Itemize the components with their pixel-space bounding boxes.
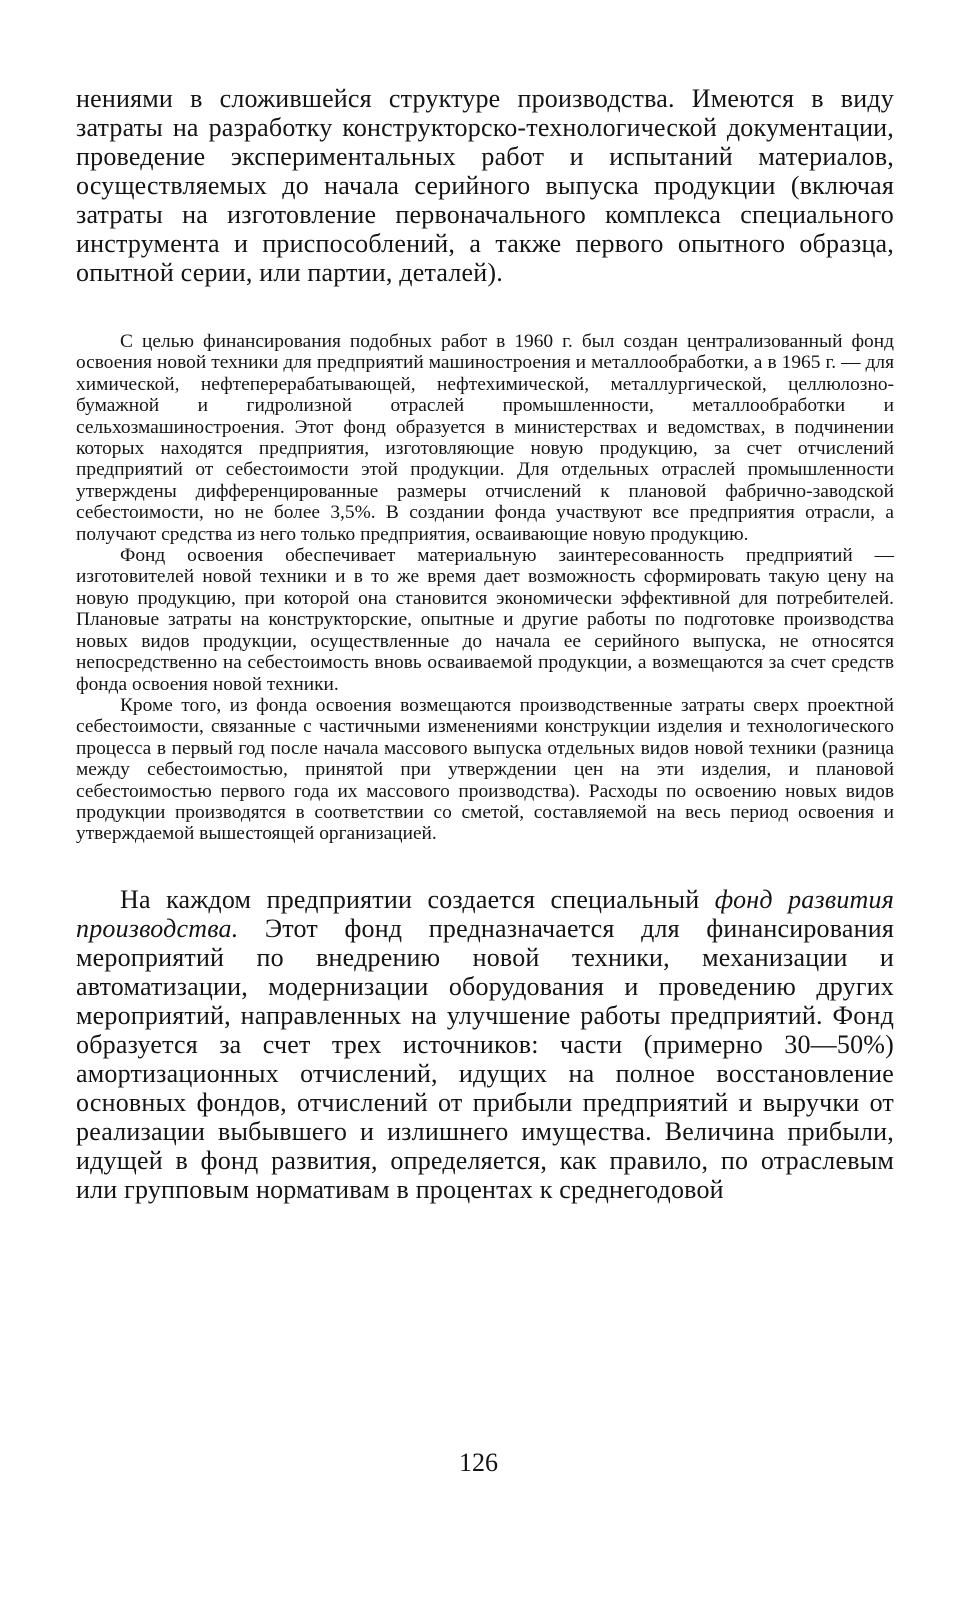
- small-paragraph-fund-reimbursement: Кроме того, из фонда освоения возмещаются производственные затраты сверх проектной себестоимости, связанные с частичными изменениями конструкции изделия и технологического процесса в первый год после начала массового выпуска отдельных видов новой техники (разница между себестоимостью, принятой при утверждении цен на эти изделия, и плановой себестоимостью первого года их массового производства). Расходы по освоению новых видов продукции производятся в соответствии со сметой, составляемой на весь период освоения и утверждаемой вышестоящей организацией.: [76, 694, 894, 845]
- paragraph-text-lead: На каждом предприятии создается специальный: [120, 884, 715, 914]
- small-paragraph-fund-purpose: Фонд освоения обеспечивает материальную заинтересованность предприятий — изготовителей новой техники и в то же время дает возможность сформировать такую цену на новую продукцию, при которой она становится экономически эффективной для потребителей. Плановые затраты на конструкторские, опытные и другие работы по подготовке производства новых видов продукции, осуществленные до начала ее серийного выпуска, не относятся непосредственно на себестоимость вновь осваиваемой продукции, а возмещаются за счет средств фонда освоения новой техники.: [76, 545, 894, 695]
- intro-paragraph: нениями в сложившейся структуре производства. Имеются в виду затраты на разработку конструкторско-технологической документации, проведение экспериментальных работ и испытаний материалов, осуществляемых до начала серийного выпуска продукции (включая затраты на изготовление первоначального комплекса специального инструмента и приспособлений, а также первого опытного образца, опытной серии, или партии, деталей).: [76, 84, 894, 287]
- paragraph-text-rest: Этот фонд предназначается для финансирования мероприятий по внедрению новой техники, механизации и автоматизации, модернизации оборудования и проведению других мероприятий, направленных на улучшение работы предприятий. Фонд образуется за счет трех источников: части (примерно 30—50%) амортизационных отчислений, идущих на полное восстановление основных фондов, отчислений от прибыли предприятий и выручки от реализации выбывшего и излишнего имущества. Величина прибыли, идущей в фонд развития, определяется, как правило, по отраслевым или групповым нормативам в процентах к среднегодовой: [76, 913, 894, 1204]
- emphasized-term: фонд развития производства.: [76, 884, 894, 943]
- small-print-section: [76, 331, 894, 845]
- page-number: 126: [459, 1448, 498, 1477]
- book-page: [76, 84, 894, 1584]
- small-paragraph-fund-creation: С целью финансирования подобных работ в 1960 г. был создан централизованный фонд освоения новой техники для предприятий машиностроения и металлообработки, а в 1965 г. — для химической, нефтеперерабатывающей, нефтехимической, металлургической, целлюлозно-бумажной и гидролизной отраслей промышленности, металлообработки и сельхозмашиностроения. Этот фонд образуется в министерствах и ведомствах, в подчинении которых находятся предприятия, изготовляющие новую продукцию, за счет отчислений предприятий от себестоимости этой продукции. Для отдельных отраслей промышленности утверждены дифференцированные размеры отчислений к плановой фабрично-заводской себестоимости, но не более 3,5%. В создании фонда участвуют все предприятия отрасли, а получают средства из него только предприятия, осваивающие новую продукцию.: [76, 331, 894, 545]
- development-fund-paragraph: [76, 885, 894, 1204]
